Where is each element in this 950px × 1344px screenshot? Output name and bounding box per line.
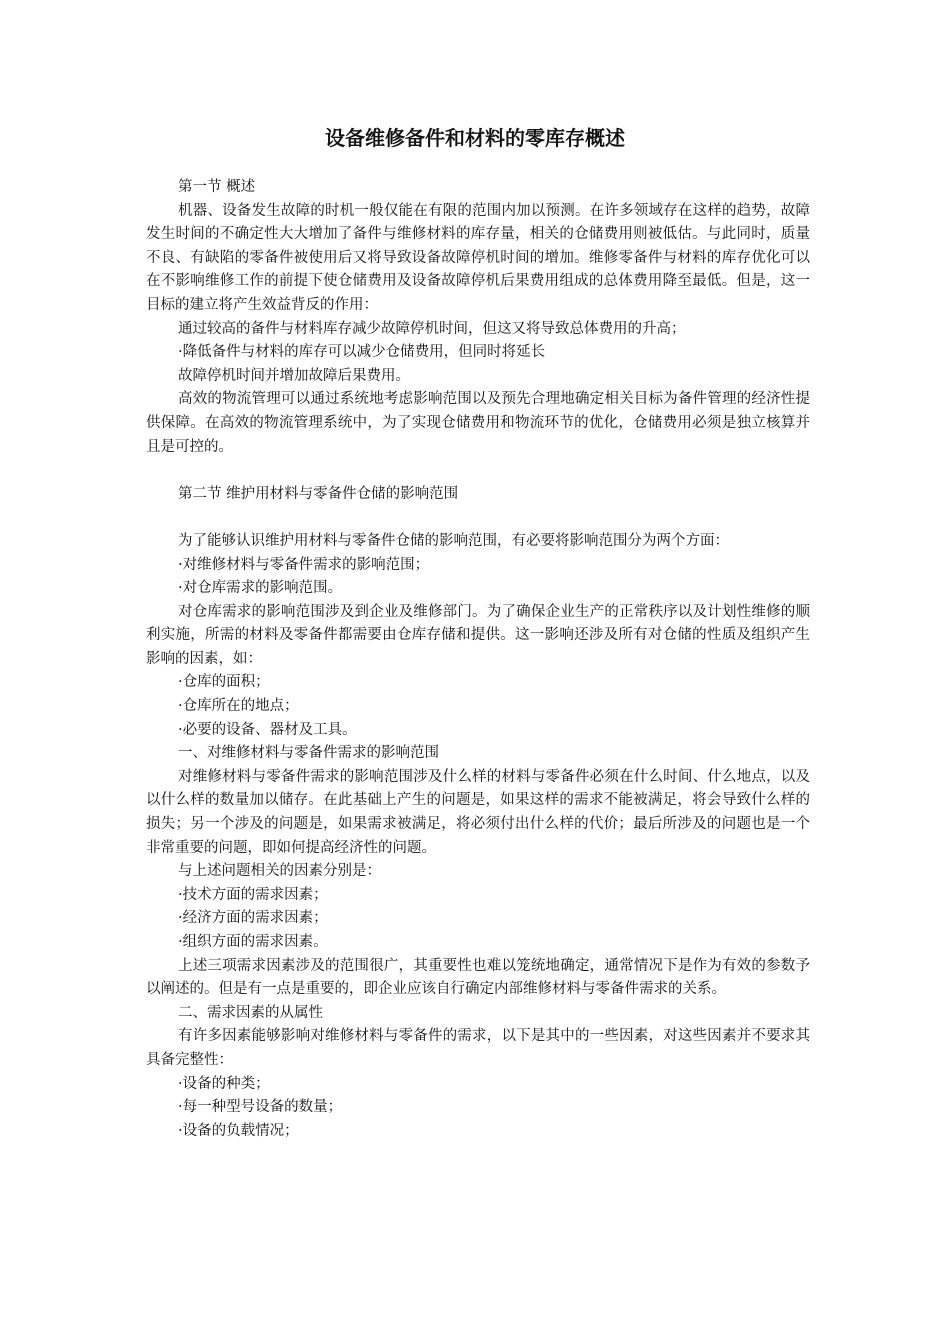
bullet-item: ·每一种型号设备的数量； — [178, 1099, 343, 1116]
paragraph: 对维修材料与零备件需求的影响范围涉及什么样的材料与零备件必须在什么时间、什么地点，以及以什么样的数量加以储存。在此基础上产生的问题是，如果这样的需求不能被满足，将会导致什么样的损失；另一个涉及的问题是，如果需求被满足，将必须付出什么样的代价；最后所涉及的问题也是一个非常重要的问题，即如何提高经济性的问题。 — [146, 768, 810, 856]
paragraph: 为了能够认识维护用材料与零备件仓储的影响范围，有必要将影响范围分为两个方面： — [178, 532, 729, 549]
paragraph: 机器、设备发生故障的时机一般仅能在有限的范围内加以预测。在许多领域存在这样的趋势，故障发生时间的不确定性大大增加了备件与维修材料的库存量，相关的仓储费用则被低估。与此同时，质量不良、有缺陷的零备件被使用后又将导致设备故障停机时间的增加。维修零备件与材料的库存优化可以在不影响维修工作的前提下使仓储费用及设备故障停机后果费用组成的总体费用降至最低。但是，这一目标的建立将产生效益背反的作用： — [146, 202, 810, 313]
bullet-item: ·设备的负载情况； — [178, 1122, 299, 1139]
paragraph: 通过较高的备件与材料库存减少故障停机时间，但这又将导致总体费用的升高； — [178, 320, 686, 337]
paragraph: 有许多因素能够影响对维修材料与零备件的需求，以下是其中的一些因素，对这些因素并不要求其具备完整性： — [146, 1028, 810, 1068]
section-heading: 第一节 概述 — [178, 179, 256, 195]
paragraph: 高效的物流管理可以通过系统地考虑影响范围以及预先合理地确定相关目标为备件管理的经济性提供保障。在高效的物流管理系统中，为了实现仓储费用和物流环节的优化，仓储费用必须是独立核算并且是可控的。 — [146, 391, 810, 455]
document-title: 设备维修备件和材料的零库存概述 — [325, 126, 625, 150]
bullet-item: ·仓库的面积； — [178, 674, 270, 691]
bullet-item: ·对维修材料与零备件需求的影响范围； — [178, 556, 430, 573]
section-heading: 第二节 维护用材料与零备件仓储的影响范围 — [178, 485, 459, 502]
subsection-heading: 二、需求因素的从属性 — [178, 1004, 323, 1021]
blank-line — [146, 506, 810, 530]
bullet-item: ·设备的种类； — [178, 1075, 270, 1092]
bullet-item: ·组织方面的需求因素。 — [178, 934, 328, 950]
bullet-item: ·必要的设备、器材及工具。 — [178, 721, 357, 738]
bullet-item: ·技术方面的需求因素； — [178, 886, 328, 903]
paragraph: 对仓库需求的影响范围涉及到企业及维修部门。为了确保企业生产的正常秩序以及计划性维修的顺利实施，所需的材料及零备件都需要由仓库存储和提供。这一影响还涉及所有对仓储的性质及组织产生影响的因素，如： — [146, 603, 810, 667]
document-body — [146, 176, 810, 1143]
bullet-item: ·降低备件与材料的库存可以减少仓储费用，但同时将延长 — [178, 344, 546, 361]
blank-line — [146, 459, 810, 483]
paragraph: 故障停机时间并增加故障后果费用。 — [178, 367, 410, 384]
bullet-item: ·仓库所在的地点； — [178, 698, 299, 715]
bullet-item: ·对仓库需求的影响范围。 — [178, 580, 343, 597]
paragraph: 上述三项需求因素涉及的范围很广，其重要性也难以笼统地确定，通常情况下是作为有效的参数予以阐述的。但是有一点是重要的，即企业应该自行确定内部维修材料与零备件需求的关系。 — [146, 957, 810, 998]
bullet-item: ·经济方面的需求因素； — [178, 910, 328, 927]
paragraph: 与上述问题相关的因素分别是： — [178, 863, 381, 880]
subsection-heading: 一、对维修材料与零备件需求的影响范围 — [178, 745, 439, 762]
